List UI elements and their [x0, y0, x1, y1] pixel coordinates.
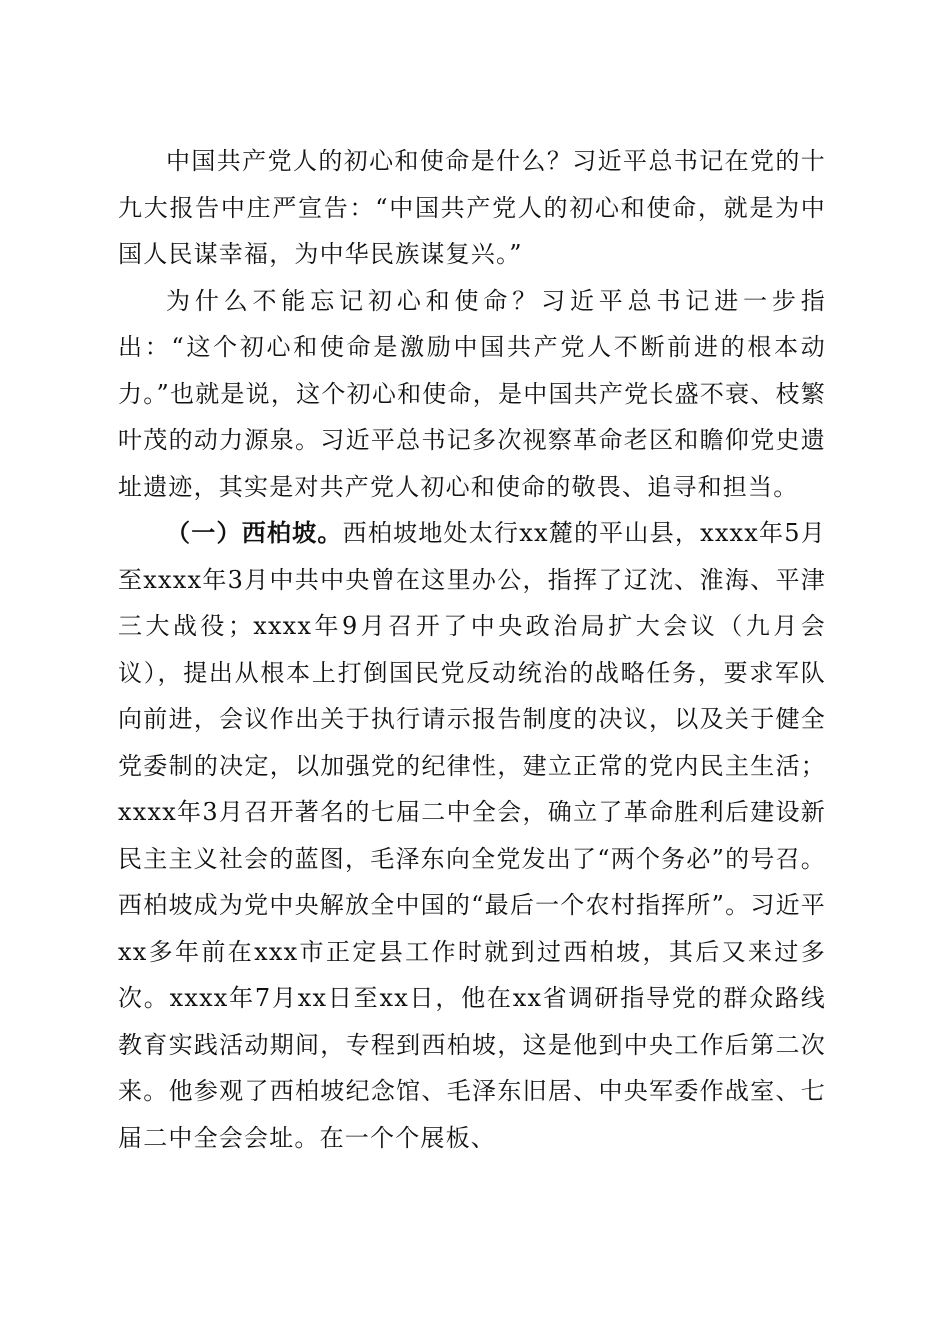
- paragraph-mission: [118, 138, 826, 278]
- section-heading: （一）西柏坡。: [166, 518, 343, 547]
- document-body: [118, 138, 826, 1161]
- paragraph-text: 为什么不能忘记初心和使命？习近平总书记进一步指出：“这个初心和使命是激励中国共产党人不断前进的根本动力。”也就是说，这个初心和使命，是中国共产党长盛不衰、枝繁叶茂的动力源泉。习近平总书记多次视察革命老区和瞻仰党史遗址遗迹，其实是对共产党人初心和使命的敬畏、追寻和担当。: [118, 286, 826, 501]
- paragraph-text: 西柏坡地处太行xx麓的平山县，xxxx年5月至xxxx年3月中共中央曾在这里办公，指挥了辽沈、淮海、平津三大战役；xxxx年9月召开了中央政治局扩大会议（九月会议），提出从根本上打倒国民党反动统治的战略任务，要求军队向前进，会议作出关于执行请示报告制度的决议，以及关于健全党委制的决定，以加强党的纪律性，建立正常的党内民主生活；xxxx年3月召开著名的七届二中全会，确立了革命胜利后建设新民主主义社会的蓝图，毛泽东向全党发出了“两个务必”的号召。西柏坡成为党中央解放全中国的“最后一个农村指挥所”。习近平xx多年前在xxx市正定县工作时就到过西柏坡，其后又来过多次。xxxx年7月xx日至xx日，他在xx省调研指导党的群众路线教育实践活动期间，专程到西柏坡，这是他到中央工作后第二次来。他参观了西柏坡纪念馆、毛泽东旧居、中央军委作战室、七届二中全会会址。在一个个展板、: [118, 519, 826, 1152]
- paragraph-why-remember: [118, 278, 826, 511]
- paragraph-xibaipo: [118, 510, 826, 1161]
- paragraph-text: 中国共产党人的初心和使命是什么？习近平总书记在党的十九大报告中庄严宣告：“中国共产党人的初心和使命，就是为中国人民谋幸福，为中华民族谋复兴。”: [118, 147, 826, 268]
